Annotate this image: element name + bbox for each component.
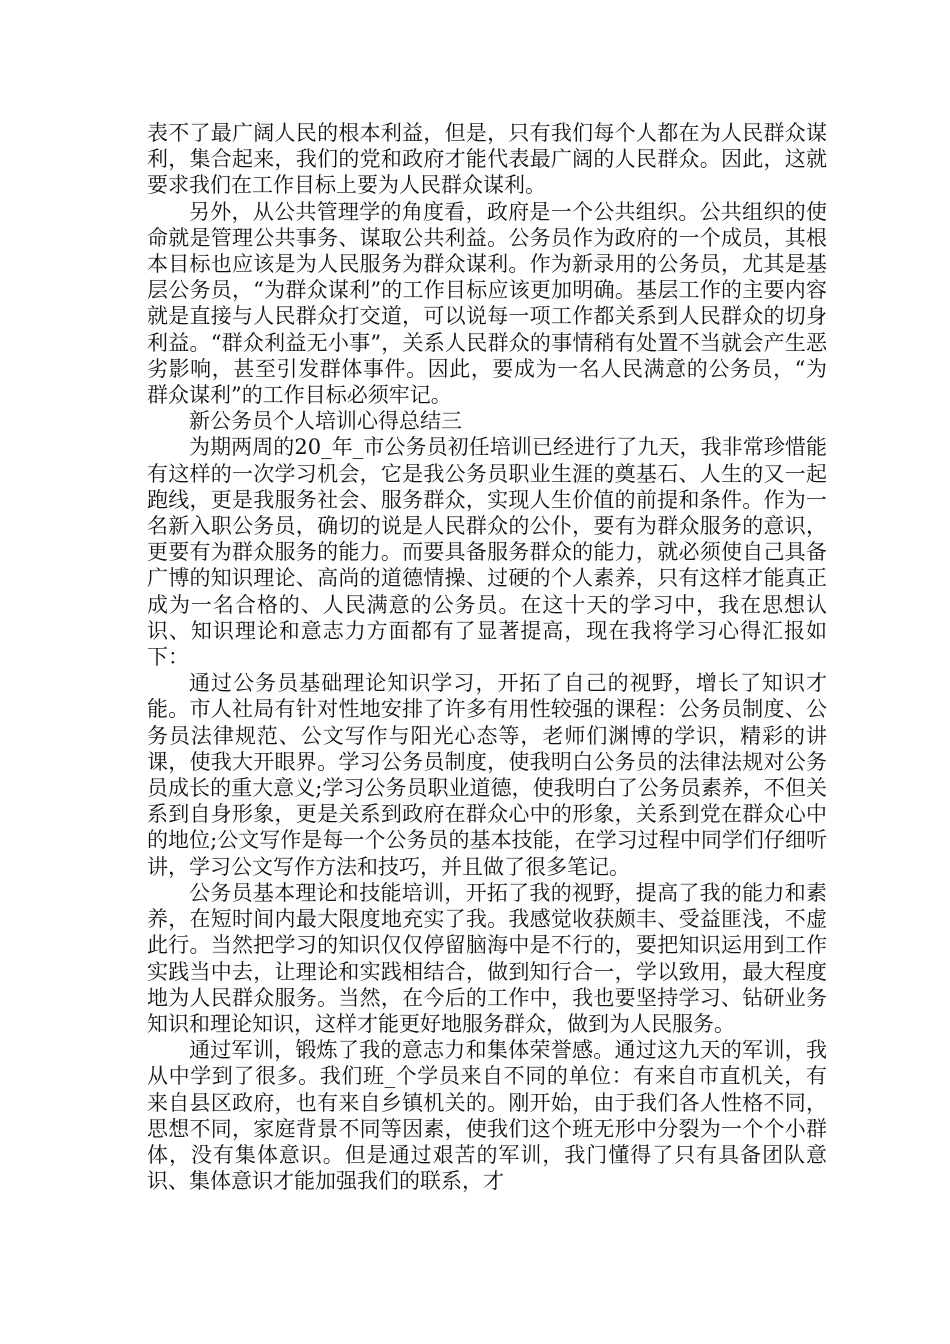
paragraph-training-intro: 为期两周的20_年_市公务员初任培训已经进行了九天，我非常珍惜能有这样的一次学习机会，它是我公务员职业生涯的奠基石、人生的又一起跑线，更是我服务社会、服务群众，实现人生价值的前提和条件。作为一名新入职公务员，确切的说是人民群众的公仆，要有为群众服务的意识，更要有为群众服务的能力。而要具备服务群众的能力，就必须使自己具备广博的知识理论、高尚的道德情操、过硬的个人素养，只有这样才能真正成为一名合格的、人民满意的公务员。在这十天的学习中，我在思想认识、知识理论和意志力方面都有了显著提高，现在我将学习心得汇报如下：: [147, 435, 827, 670]
paragraph-public-management: 另外，从公共管理学的角度看，政府是一个公共组织。公共组织的使命就是管理公共事务、谋取公共利益。公务员作为政府的一个成员，其根本目标也应该是为人民服务为群众谋利。作为新录用的公务员，尤其是基层公务员，“为群众谋利”的工作目标应该更加明确。基层工作的主要内容就是直接与人民群众打交道，可以说每一项工作都关系到人民群众的切身利益。“群众利益无小事”，关系人民群众的事情稍有处置不当就会产生恶劣影响，甚至引发群体事件。因此，要成为一名人民满意的公务员，“为群众谋利”的工作目标必须牢记。: [147, 199, 827, 408]
document-body: [147, 120, 827, 1194]
paragraph-military-training: 通过军训，锻炼了我的意志力和集体荣誉感。通过这九天的军训，我从中学到了很多。我们班_个学员来自不同的单位：有来自市直机关，有来自县区政府，也有来自乡镇机关的。刚开始，由于我们各人性格不同，思想不同，家庭背景不同等因素，使我们这个班无形中分裂为一个个小群体，没有集体意识。但是通过艰苦的军训，我门懂得了只有具备团队意识、集体意识才能加强我们的联系，才: [147, 1038, 827, 1194]
section-heading: 新公务员个人培训心得总结三: [189, 409, 462, 434]
paragraph-continuation: 表不了最广阔人民的根本利益，但是，只有我们每个人都在为人民群众谋利，集合起来，我们的党和政府才能代表最广阔的人民群众。因此，这就要求我们在工作目标上要为人民群众谋利。: [147, 121, 827, 198]
paragraph-skills-training: 公务员基本理论和技能培训，开拓了我的视野，提高了我的能力和素养，在短时间内最大限度地充实了我。我感觉收获颇丰、受益匪浅，不虚此行。当然把学习的知识仅仅停留脑海中是不行的，要把知识运用到工作实践当中去，让理论和实践相结合，做到知行合一，学以致用，最大程度地为人民群众服务。当然，在今后的工作中，我也要坚持学习、钻研业务知识和理论知识，这样才能更好地服务群众，做到为人民服务。: [147, 880, 827, 1036]
paragraph-theory-study: 通过公务员基础理论知识学习，开拓了自己的视野，增长了知识才能。市人社局有针对性地安排了许多有用性较强的课程：公务员制度、公务员法律规范、公文写作与阳光心态等，老师们渊博的学识，精彩的讲课，使我大开眼界。学习公务员制度，使我明白公务员的法律法规对公务员成长的重大意义;学习公务员职业道德，使我明白了公务员素养，不但关系到自身形象，更是关系到政府在群众心中的形象，关系到党在群众心中的地位;公文写作是每一个公务员的基本技能，在学习过程中同学们仔细听讲，学习公文写作方法和技巧，并且做了很多笔记。: [147, 671, 827, 879]
